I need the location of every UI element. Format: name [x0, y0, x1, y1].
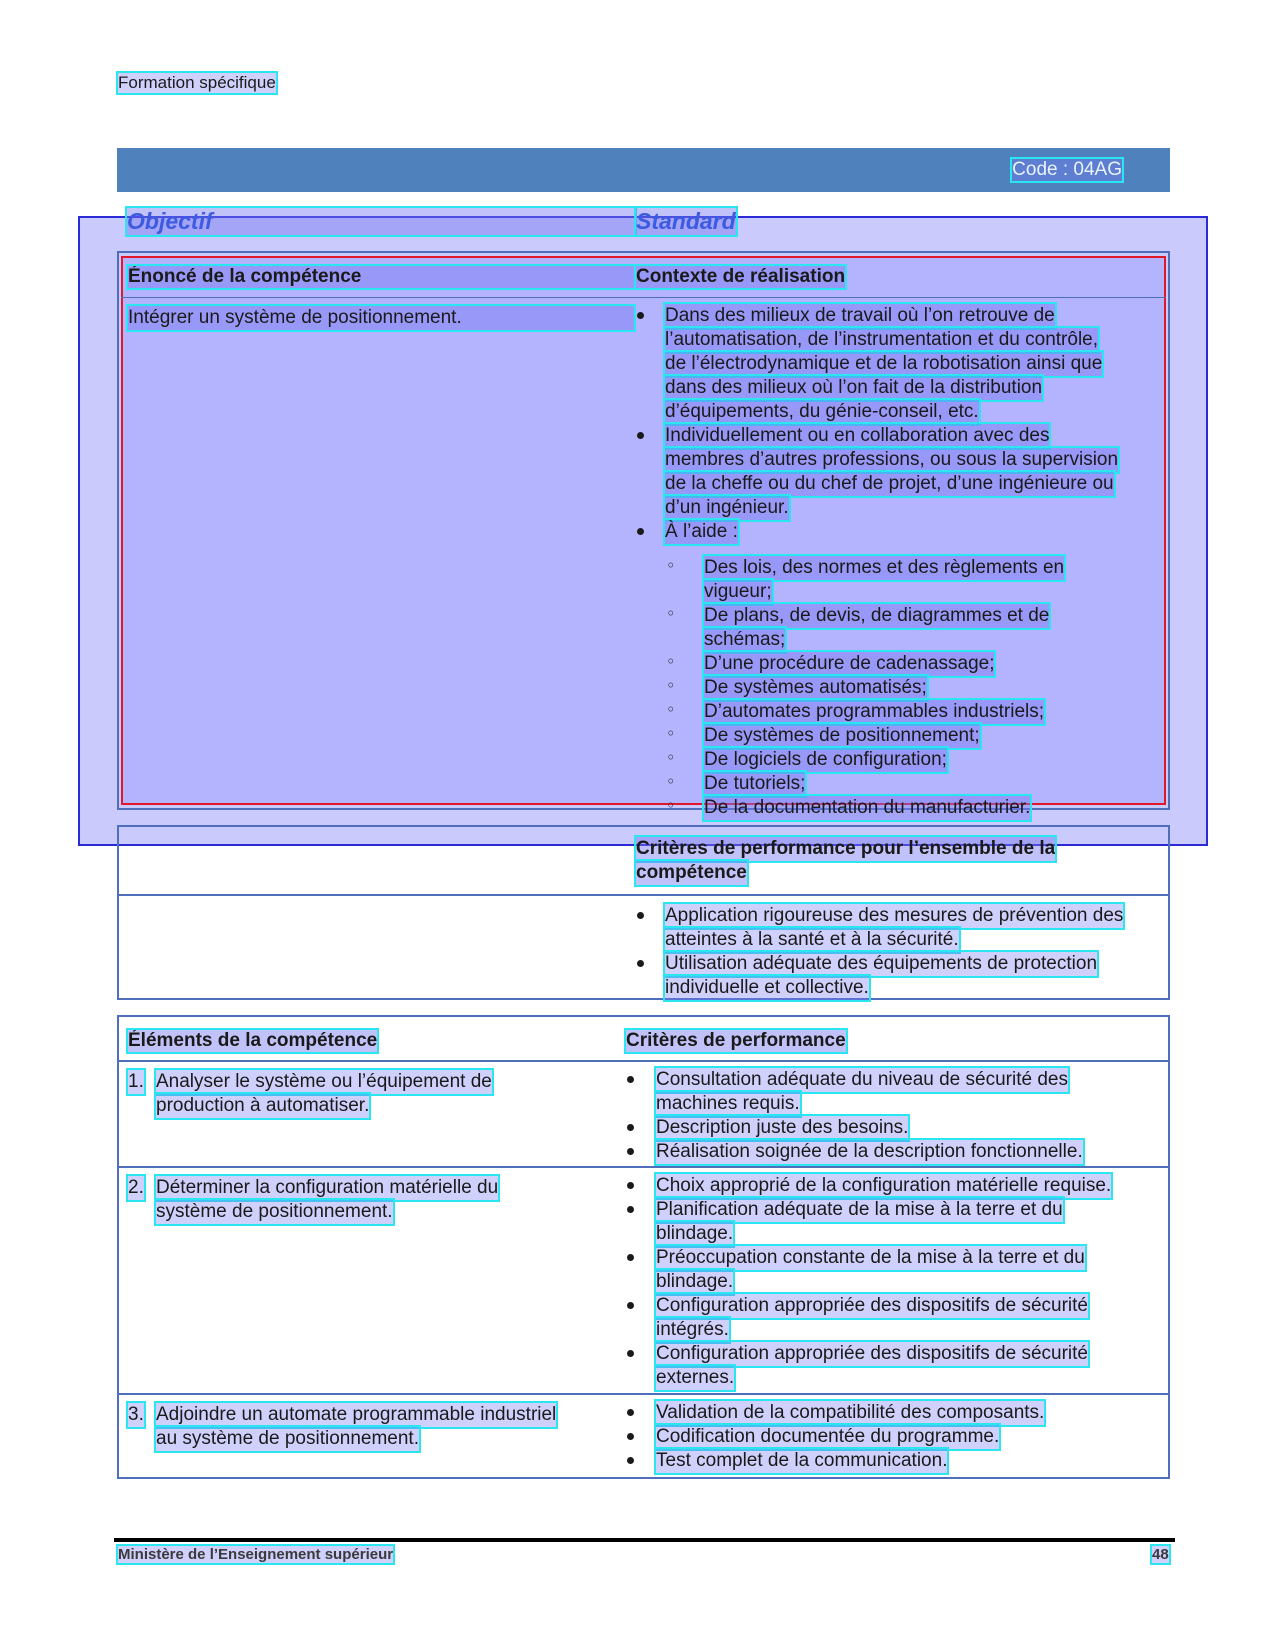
element-line: Analyser le système ou l’équipement de: [156, 1071, 492, 1092]
aide-line: D’automates programmables industriels;: [704, 701, 1045, 722]
contexte-line: Dans des milieux de travail où l’on retrouve de: [665, 305, 1055, 326]
elements-heading: Éléments de la compétence: [128, 1030, 378, 1051]
criterion-line: Choix approprié de la configuration matérielle requise.: [656, 1175, 1112, 1196]
criterion-line: Validation de la compatibilité des composants.: [656, 1402, 1045, 1423]
sub-bullet: ◦: [666, 700, 676, 719]
table-divider: [121, 297, 1166, 298]
contexte-line: de l’électrodynamique et de la robotisation ainsi que: [665, 353, 1103, 374]
aide-line: De tutoriels;: [704, 773, 806, 794]
contexte-line: À l’aide :: [665, 521, 738, 542]
running-header: Formation spécifique: [118, 73, 276, 92]
element-line: système de positionnement.: [156, 1201, 393, 1222]
aide-line: De logiciels de configuration;: [704, 749, 947, 770]
sub-bullet: ◦: [666, 676, 676, 695]
heading-line: Critères de performance pour l’ensemble de la: [636, 838, 1056, 859]
bullet-dot: [637, 960, 644, 967]
heading-line: compétence: [636, 862, 747, 883]
criterion-line: Codification documentée du programme.: [656, 1426, 1000, 1447]
performance-line: atteintes à la santé et à la sécurité.: [665, 929, 959, 950]
sub-bullet: ◦: [666, 652, 676, 671]
criterion-line: externes.: [656, 1367, 735, 1388]
bullet-dot: [637, 432, 644, 439]
bullet-dot: [627, 1350, 634, 1357]
bullet-dot: [637, 528, 644, 535]
sub-bullet: ◦: [666, 604, 676, 623]
page-number: 48: [1152, 1546, 1169, 1563]
bullet-dot: [627, 1148, 634, 1155]
enonce-text: Intégrer un système de positionnement.: [128, 306, 634, 330]
performance-line: Application rigoureuse des mesures de prévention des: [665, 905, 1124, 926]
table-divider: [119, 1060, 1168, 1062]
bullet-dot: [627, 1182, 634, 1189]
criterion-line: Planification adéquate de la mise à la terre et du: [656, 1199, 1063, 1220]
bullet-dot: [627, 1409, 634, 1416]
contexte-line: de la cheffe ou du chef de projet, d’une ingénieure ou: [665, 473, 1114, 494]
performance-global-heading: [636, 837, 1096, 885]
element-line: Adjoindre un automate programmable industriel: [156, 1404, 557, 1425]
standard-heading: Standard: [636, 208, 736, 234]
code-banner: [117, 148, 1170, 192]
contexte-heading: Contexte de réalisation: [636, 266, 846, 287]
criterion-line: Configuration appropriée des dispositifs de sécurité: [656, 1343, 1088, 1364]
aide-line: De la documentation du manufacturier.: [704, 797, 1031, 818]
footer-rule: [114, 1538, 1175, 1542]
performance-line: Utilisation adéquate des équipements de protection: [665, 953, 1098, 974]
bullet-dot: [627, 1206, 634, 1213]
aide-line: De systèmes de positionnement;: [704, 725, 980, 746]
bullet-dot: [627, 1433, 634, 1440]
criterion-line: blindage.: [656, 1271, 734, 1292]
bullet-dot: [627, 1124, 634, 1131]
contexte-line: d’équipements, du génie-conseil, etc.: [665, 401, 979, 422]
criterion-line: intégrés.: [656, 1319, 729, 1340]
criterion-line: machines requis.: [656, 1093, 800, 1114]
element-number: 1.: [128, 1071, 144, 1092]
bullet-dot: [627, 1302, 634, 1309]
sub-bullet: ◦: [666, 724, 676, 743]
enonce-heading: Énoncé de la compétence: [128, 266, 634, 288]
aide-line: D’une procédure de cadenassage;: [704, 653, 995, 674]
bullet-dot: [627, 1076, 634, 1083]
bullet-dot: [627, 1254, 634, 1261]
criterion-line: Test complet de la communication.: [656, 1450, 948, 1471]
criterion-line: Description juste des besoins.: [656, 1117, 909, 1138]
contexte-line: dans des milieux où l’on fait de la distribution: [665, 377, 1043, 398]
table-divider: [119, 1393, 1168, 1395]
contexte-line: Individuellement ou en collaboration avec des: [665, 425, 1050, 446]
code-label: Code : 04AG: [1012, 159, 1122, 180]
criteria-heading: Critères de performance: [626, 1030, 846, 1051]
contexte-line: l’automatisation, de l’instrumentation et du contrôle,: [665, 329, 1099, 350]
bullet-dot: [627, 1457, 634, 1464]
element-number: 2.: [128, 1177, 144, 1198]
aide-line: Des lois, des normes et des règlements en: [704, 557, 1065, 578]
criterion-line: Préoccupation constante de la mise à la terre et du: [656, 1247, 1085, 1268]
contexte-line: d’un ingénieur.: [665, 497, 789, 518]
element-line: Déterminer la configuration matérielle du: [156, 1177, 499, 1198]
aide-line: schémas;: [704, 629, 786, 650]
criterion-line: Consultation adéquate du niveau de sécurité des: [656, 1069, 1068, 1090]
bullet-dot: [637, 312, 644, 319]
sub-bullet: ◦: [666, 556, 676, 575]
table-divider: [119, 1166, 1168, 1168]
element-line: production à automatiser.: [156, 1095, 370, 1116]
sub-bullet: ◦: [666, 772, 676, 791]
element-number: 3.: [128, 1404, 144, 1425]
element-line: au système de positionnement.: [156, 1428, 419, 1449]
contexte-line: membres d’autres professions, ou sous la supervision: [665, 449, 1119, 470]
table-divider: [119, 894, 1168, 896]
objective-heading: Objectif: [127, 208, 635, 235]
footer-ministry: Ministère de l’Enseignement supérieur: [118, 1546, 394, 1563]
aide-line: De systèmes automatisés;: [704, 677, 927, 698]
performance-line: individuelle et collective.: [665, 977, 869, 998]
criterion-line: blindage.: [656, 1223, 734, 1244]
criterion-line: Configuration appropriée des dispositifs de sécurité: [656, 1295, 1088, 1316]
aide-line: De plans, de devis, de diagrammes et de: [704, 605, 1050, 626]
sub-bullet: ◦: [666, 748, 676, 767]
bullet-dot: [637, 912, 644, 919]
criterion-line: Réalisation soignée de la description fonctionnelle.: [656, 1141, 1083, 1162]
aide-line: vigueur;: [704, 581, 772, 602]
sub-bullet: ◦: [666, 796, 676, 815]
